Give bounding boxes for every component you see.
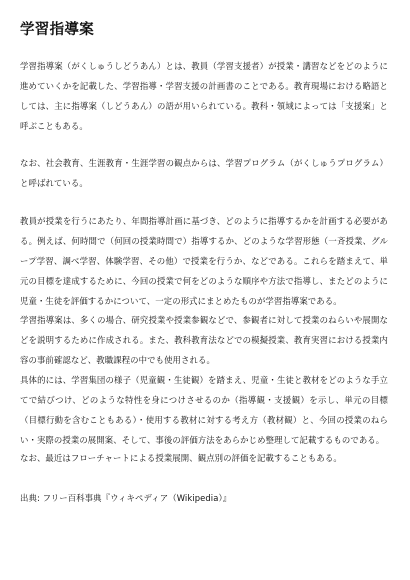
paragraph-recent: なお、最近はフローチャートによる授業展開、観点別の評価を記載することもある。 [20,453,342,463]
source-citation: 出典: フリー百科事典『ウィキペディア（Wikipedia）』 [20,493,232,503]
paragraph-details: 具体的には、学習集団の様子（児童観・生徒観）を踏まえ、児童・生徒と教材をどのような手立てで結びつけ、どのような特性を身につけさせるのか（指導観・支援観）を示し、単元の目標（目標行動を含むこともある）・使用する教材に対する考え方（教材観）と、今回の授業のねらい・実際の授業の展開案、そして、事後の評価方法をあらかじめ整理して記載するものである。 [20,375,388,445]
paragraph-planning: 教員が授業を行うにあたり、年間指導計画に基づき、どのように指導するかを計画する必要がある。例えば、何時間で（何回の授業時間で）指導するか、どのような学習形態（一斉授業、グループ学習、調べ学習、体験学習、その他）で授業を行うか、などである。これらを踏まえて、単元の目標を達成するために、今回の授業で何をどのような順序や方法で指導し、またどのように児童・生徒を評価するかについて、一定の形式にまとめたものが学習指導案である。 [20,216,388,306]
paragraph-usage: 学習指導案は、多くの場合、研究授業や授業参観などで、参観者に対して授業のねらいや展開などを説明するために作成される。また、教科教育法などでの模擬授業、教育実習における授業内容の事前確認など、教職課程の中でも使用される。 [20,315,388,365]
page-title: 学習指導案 [20,22,94,38]
paragraph-definition: 学習指導案（がくしゅうしどうあん）とは、教員（学習支援者）が授業・講習などをどのように進めていくかを記載した、学習指導・学習支援の計画書のことである。教育現場における略語としては、主に指導案（しどうあん）の語が用いられている。教科・領域によっては「支援案」と呼ぶこともある。 [20,61,388,131]
paragraph-learning-program: なお、社会教育、生涯教育・生涯学習の観点からは、学習プログラム（がくしゅうプログラム）と呼ばれている。 [20,158,388,188]
